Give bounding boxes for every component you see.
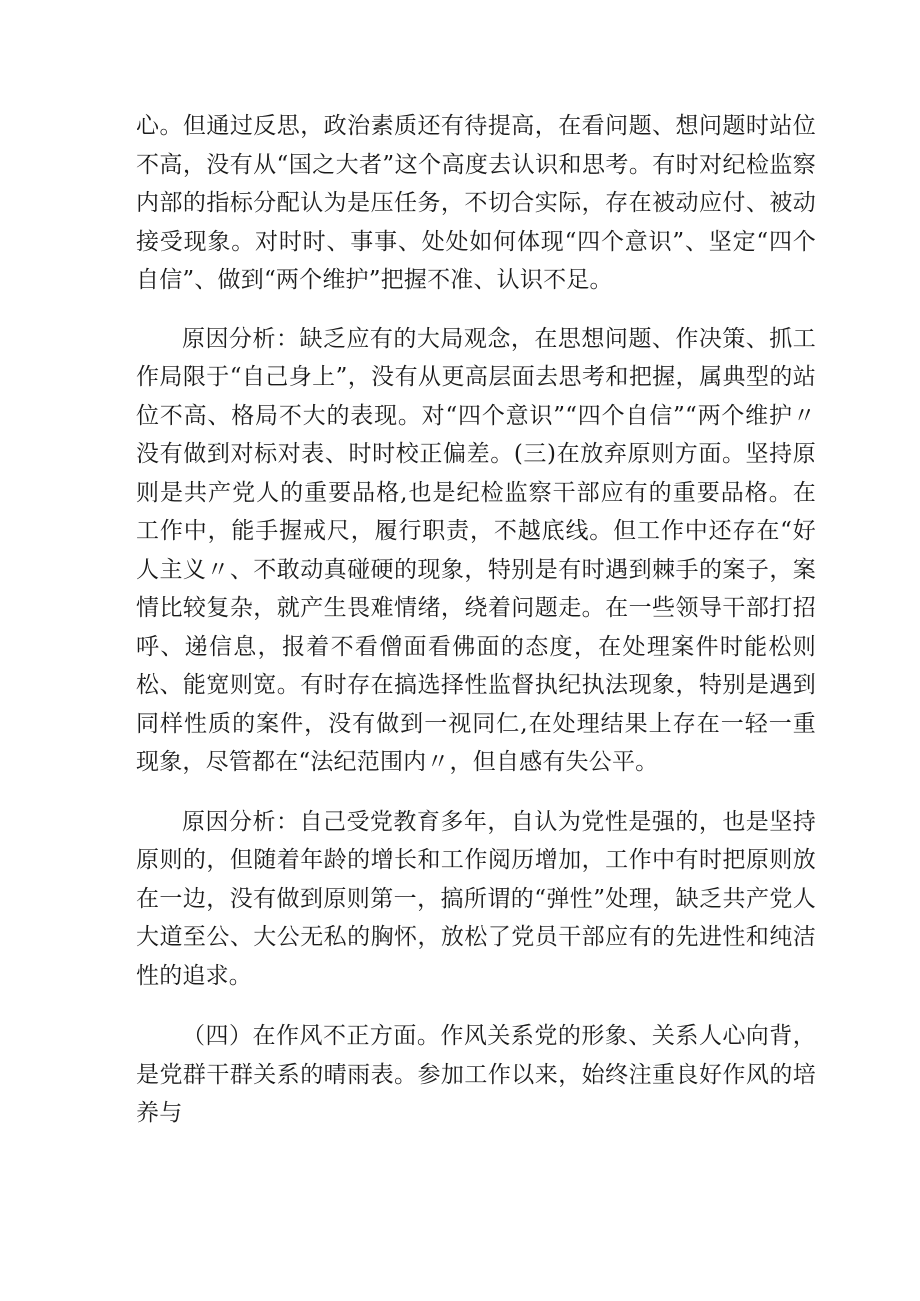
paragraph-cause-analysis-2: 原因分析：自己受党教育多年，自认为党性是强的，也是坚持原则的，但随着年龄的增长和工作阅历增加，工作中有时把原则放在一边，没有做到原则第一，搞所谓的“弹性”处理，缺乏共产党人大道至公、大公无私的胸怀，放松了党员干部应有的先进性和纯洁性的追求。	[136, 808, 816, 989]
document-body	[136, 107, 816, 1133]
paragraph-cause-analysis-1: 原因分析：缺乏应有的大局观念，在思想问题、作决策、抓工作局限于“自己身上”，没有从更高层面去思考和把握，属典型的站位不高、格局不大的表现。对“四个意识”“四个自信”“两个维护〃没有做到对标对表、时时校正偏差。(三)在放弃原则方面。坚持原则是共产党人的重要品格,也是纪检监察干部应有的重要品格。在工作中，能手握戒尺，履行职责，不越底线。但工作中还存在“好人主义〃、不敢动真碰硬的现象，特别是有时遇到棘手的案子，案情比较复杂，就产生畏难情绪，绕着问题走。在一些领导干部打招呼、递信息，报着不看僧面看佛面的态度，在处理案件时能松则松、能宽则宽。有时存在搞选择性监督执纪执法现象，特别是遇到同样性质的案件，没有做到一视同仁,在处理结果上存在一轻一重现象，尽管都在“法纪范围内〃，但自感有失公平。	[136, 325, 816, 775]
paragraph-section-four: （四）在作风不正方面。作风关系党的形象、关系人心向背，是党群干群关系的晴雨表。参加工作以来，始终注重良好作风的培养与	[136, 1023, 816, 1126]
paragraph-continuation: 心。但通过反思，政治素质还有待提高，在看问题、想问题时站位不高，没有从“国之大者”这个高度去认识和思考。有时对纪检监察内部的指标分配认为是压任务，不切合实际，存在被动应付、被动接受现象。对时时、事事、处处如何体现“四个意识”、坚定“四个自信”、做到“两个维护”把握不准、认识不足。	[136, 113, 816, 293]
